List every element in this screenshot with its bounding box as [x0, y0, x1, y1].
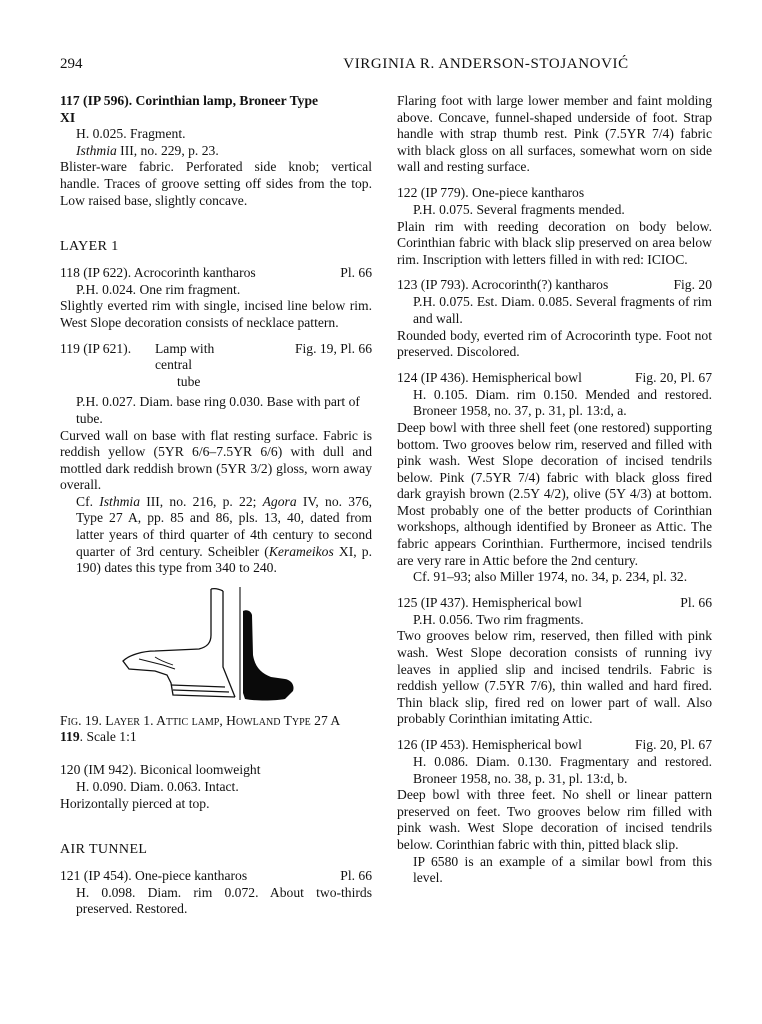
- catalog-entry-120: [60, 762, 372, 812]
- entry-comparanda: Cf. 91–93; also Miller 1974, no. 34, p. 234, pl. 32.: [413, 569, 688, 585]
- catalog-entry-123: [397, 277, 712, 360]
- entry-heading: 123 (IP 793). Acrocorinth(?) kantharos Fig. 20: [397, 277, 712, 293]
- entry-dimensions: P.H. 0.056. Two rim fragments.: [413, 611, 584, 627]
- entry-description: Curved wall on base with flat resting surface. Fabric is reddish yellow (5YR 6/6–7.5YR 6/6) with dull and mottled dark reddish brown (5YR 3/2) gloss, worn away overall.: [60, 427, 372, 493]
- entry-description: Slightly everted rim with single, incised line below rim. West Slope decoration consists of necklace pattern.: [60, 298, 372, 330]
- entry-dimensions: H. 0.098. Diam. rim 0.072. About two-thirds preserved. Restored.: [76, 884, 372, 917]
- entry-heading: 122 (IP 779). One-piece kantharos: [397, 184, 585, 200]
- running-title: VIRGINIA R. ANDERSON-STOJANOVIĆ: [343, 56, 629, 72]
- section-heading-air-tunnel: AIR TUNNEL: [60, 842, 148, 858]
- entry-dimensions: H. 0.086. Diam. 0.130. Fragmentary and restored. Broneer 1958, no. 38, p. 31, pl. 13:d, b.: [413, 754, 712, 786]
- catalog-entry-122: [397, 185, 712, 268]
- entry-dimensions: P.H. 0.075. Several fragments mended.: [413, 201, 625, 217]
- entry-dimensions: H. 0.025. Fragment.: [76, 126, 186, 142]
- catalog-entry-118: [60, 265, 372, 332]
- entry-heading: 125 (IP 437). Hemispherical bowl Pl. 66: [397, 594, 712, 610]
- entry-heading: 117 (IP 596). Corinthian lamp, Broneer Type XI: [60, 93, 319, 125]
- entry-dimensions: P.H. 0.024. One rim fragment.: [76, 281, 241, 297]
- section-heading-layer-1: LAYER 1: [60, 239, 119, 255]
- plate-reference: Pl. 66: [340, 867, 372, 883]
- entry-heading: 118 (IP 622). Acrocorinth kantharos Pl. 66: [60, 264, 372, 280]
- entry-description: Deep bowl with three feet. No shell or linear pattern preserved on feet. Two grooves below rim filled with pink wash. West Slope decoration of incised tendrils below. Corinthian fabric with thin, pitted black slip.: [397, 787, 712, 852]
- left-column: [60, 93, 372, 918]
- lamp-outline-view: [123, 588, 235, 696]
- entry-note: IP 6580 is an example of a similar bowl from this level.: [413, 853, 712, 886]
- entry-comparanda: Cf. Isthmia III, no. 216, p. 22; Agora IV, no. 376, Type 27 A, pp. 85 and 86, pls. 13, 40, dated from latter years of third quarter of 4th century to second quarter of 3rd century. Scheibler (Kerameikos XI, p. 190) dates this type from 340 to 240.: [76, 493, 373, 576]
- lamp-profile-drawing: [115, 585, 305, 707]
- entry-description: Rounded body, everted rim of Acrocorinth type. Foot not preserved. Discolored.: [397, 327, 712, 360]
- entry-bibliography: Isthmia III, no. 229, p. 23.: [76, 142, 219, 158]
- catalog-entry-119: [60, 341, 372, 577]
- entry-heading: 126 (IP 453). Hemispherical bowl Fig. 20, Pl. 67: [397, 737, 712, 752]
- catalog-entry-126: [397, 737, 712, 887]
- entry-description: Horizontally pierced at top.: [60, 795, 210, 811]
- entry-dimensions: H. 0.090. Diam. 0.063. Intact.: [76, 779, 239, 795]
- catalog-entry-125: [397, 595, 712, 728]
- figure-reference: Fig. 19, Pl. 66: [294, 340, 372, 356]
- entry-description: Blister-ware fabric. Perforated side knob; vertical handle. Traces of groove setting off sides from the top. Low raised base, slightly concave.: [60, 159, 372, 208]
- catalog-entry-124: [397, 370, 712, 586]
- entry-description: Plain rim with reeding decoration on body below. Corinthian fabric with black slip preserved on area below rim. Inscription with letters filled in with red: ICIOC.: [397, 218, 712, 267]
- figure-reference: Fig. 20, Pl. 67: [634, 737, 712, 752]
- entry-heading: 121 (IP 454). One-piece kantharos Pl. 66: [60, 867, 372, 883]
- lamp-section-profile: [243, 610, 294, 700]
- entry-dimensions: H. 0.105. Diam. rim 0.150. Mended and restored. Broneer 1958, no. 37, p. 31, pl. 13:d, a.: [413, 386, 712, 419]
- running-header: [60, 56, 712, 78]
- catalog-entry-117: [60, 93, 372, 209]
- entry-121-continuation: Flaring foot with large lower member and faint molding above. Concave, funnel-shaped underside of foot. Strap handle with strap thumb rest. Pink (7.5YR 7/4) fabric with black gloss on all surfaces, somewhat worn on side wall and resting surface.: [397, 93, 712, 175]
- plate-reference: Pl. 66: [680, 594, 712, 610]
- figure-reference: Fig. 20: [673, 277, 712, 293]
- entry-heading: 120 (IM 942). Biconical loomweight: [60, 762, 261, 778]
- entry-dimensions: P.H. 0.027. Diam. base ring 0.030. Base with part of tube.: [76, 394, 360, 426]
- entry-heading: 119 (IP 621). Lamp with central tube Fig. 19, Pl. 66: [60, 340, 372, 389]
- right-column: [397, 93, 712, 887]
- page-number: 294: [60, 56, 83, 72]
- entry-dimensions: P.H. 0.075. Est. Diam. 0.085. Several fragments of rim and wall.: [413, 294, 712, 326]
- figure-19-caption: Fig. 19. Layer 1. Attic lamp, Howland Type 27 A 119. Scale 1:1: [60, 712, 341, 745]
- figure-reference: Fig. 20, Pl. 67: [634, 369, 712, 385]
- plate-reference: Pl. 66: [340, 264, 372, 280]
- figure-19-drawing: [60, 585, 372, 707]
- entry-description: Two grooves below rim, reserved, then filled with pink wash. West Slope decoration consists of running ivy leaves in applied slip and incised tendrils. Fabric is reddish yellow (7.5YR 7/6), thin walled and hard fired. Thin black slip, fired red on lower part of wall. Also probably Corinthian imitating Attic.: [397, 628, 712, 727]
- entry-heading: 124 (IP 436). Hemispherical bowl Fig. 20, Pl. 67: [397, 369, 712, 385]
- entry-description: Deep bowl with three shell feet (one restored) supporting bottom. Two grooves below rim, reserved and filled with pink wash. West Slope decoration of incised tendrils below. Pink (7.5YR 7/4) fabric with black gloss fired dark grayish brown (2.5Y 4/2), olive (5Y 4/3) at bottom. Most probably one of the better products of Corinthian workshops, although identified by Broneer as Attic. The fabric appears Corinthian. Furthermore, incised tendrils are very rare in Attic before the 2nd century.: [397, 419, 712, 568]
- catalog-entry-121: [60, 868, 372, 918]
